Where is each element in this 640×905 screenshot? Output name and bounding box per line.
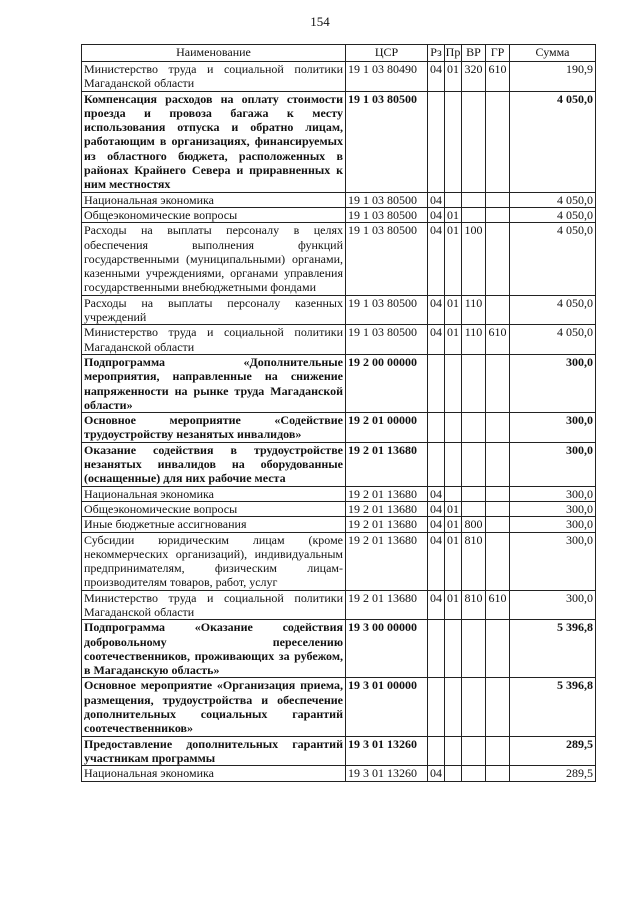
cell-name: Основное мероприятие «Содействие трудоустройству незанятых инвалидов» [82, 413, 346, 443]
table-row [82, 678, 596, 736]
header-name: Наименование [82, 45, 346, 62]
cell-gr [486, 207, 510, 222]
cell-sum: 300,0 [510, 517, 596, 532]
cell-vr [462, 486, 486, 501]
cell-sum: 190,9 [510, 62, 596, 92]
cell-gr [486, 766, 510, 781]
cell-rz [428, 413, 445, 443]
cell-csr: 19 1 03 80500 [346, 207, 428, 222]
cell-pr [445, 354, 462, 412]
cell-pr: 01 [445, 501, 462, 516]
cell-vr [462, 442, 486, 486]
table-body [82, 62, 596, 782]
cell-gr: 610 [486, 590, 510, 620]
cell-rz [428, 354, 445, 412]
cell-sum: 300,0 [510, 354, 596, 412]
cell-vr [462, 766, 486, 781]
cell-rz: 04 [428, 766, 445, 781]
cell-name: Основное мероприятие «Организация приема, размещения, трудоустройства и обеспечение дополнительных социальных гарантий соотечественников» [82, 678, 346, 736]
cell-pr: 01 [445, 62, 462, 92]
cell-sum: 289,5 [510, 736, 596, 766]
cell-vr [462, 620, 486, 678]
cell-vr [462, 192, 486, 207]
cell-rz: 04 [428, 223, 445, 295]
cell-gr [486, 517, 510, 532]
header-sum: Сумма [510, 45, 596, 62]
cell-name: Субсидии юридическим лицам (кроме некоммерческих организаций), индивидуальным предпринимателям, физическим лицам-производителям товаров, работ, услуг [82, 532, 346, 590]
table-row [82, 91, 596, 192]
cell-vr [462, 354, 486, 412]
cell-gr [486, 354, 510, 412]
cell-gr [486, 532, 510, 590]
cell-rz: 04 [428, 501, 445, 516]
cell-sum: 300,0 [510, 532, 596, 590]
cell-rz: 04 [428, 62, 445, 92]
cell-name: Компенсация расходов на оплату стоимости проезда и провоза багажа к месту использования отпуска и обратно лицам, работающим в организациях, финансируемых из областного бюджета, расположенных в районах Крайнего Севера и приравненных к ним местностях [82, 91, 346, 192]
cell-sum: 300,0 [510, 590, 596, 620]
cell-rz [428, 442, 445, 486]
cell-sum: 4 050,0 [510, 192, 596, 207]
cell-vr: 110 [462, 325, 486, 355]
cell-pr [445, 486, 462, 501]
cell-pr [445, 766, 462, 781]
table-row [82, 325, 596, 355]
cell-csr: 19 2 01 13680 [346, 442, 428, 486]
cell-name: Национальная экономика [82, 766, 346, 781]
cell-pr [445, 442, 462, 486]
cell-rz: 04 [428, 295, 445, 325]
table-row [82, 620, 596, 678]
table-row [82, 192, 596, 207]
header-pr: Пр [445, 45, 462, 62]
table-row [82, 62, 596, 92]
cell-pr [445, 91, 462, 192]
cell-sum: 4 050,0 [510, 91, 596, 192]
cell-pr: 01 [445, 223, 462, 295]
cell-name: Министерство труда и социальной политики Магаданской области [82, 590, 346, 620]
cell-csr: 19 2 01 13680 [346, 532, 428, 590]
cell-name: Общеэкономические вопросы [82, 207, 346, 222]
cell-rz [428, 620, 445, 678]
table-row [82, 590, 596, 620]
cell-gr [486, 223, 510, 295]
cell-csr: 19 2 01 00000 [346, 413, 428, 443]
cell-csr: 19 1 03 80500 [346, 325, 428, 355]
cell-rz: 04 [428, 207, 445, 222]
table-row [82, 413, 596, 443]
cell-csr: 19 2 01 13680 [346, 517, 428, 532]
header-gr: ГР [486, 45, 510, 62]
cell-sum: 300,0 [510, 442, 596, 486]
cell-gr: 610 [486, 325, 510, 355]
cell-gr [486, 501, 510, 516]
cell-gr: 610 [486, 62, 510, 92]
cell-rz [428, 678, 445, 736]
cell-vr [462, 736, 486, 766]
cell-csr: 19 2 00 00000 [346, 354, 428, 412]
cell-gr [486, 413, 510, 443]
cell-csr: 19 3 01 00000 [346, 678, 428, 736]
table-row [82, 532, 596, 590]
cell-rz [428, 736, 445, 766]
cell-name: Подпрограмма «Дополнительные мероприятия, направленные на снижение напряженности на рынке труда Магаданской области» [82, 354, 346, 412]
cell-csr: 19 1 03 80490 [346, 62, 428, 92]
cell-vr: 100 [462, 223, 486, 295]
cell-csr: 19 1 03 80500 [346, 295, 428, 325]
cell-csr: 19 2 01 13680 [346, 486, 428, 501]
cell-csr: 19 3 01 13260 [346, 736, 428, 766]
table-row [82, 517, 596, 532]
cell-sum: 300,0 [510, 501, 596, 516]
cell-vr [462, 91, 486, 192]
cell-vr: 800 [462, 517, 486, 532]
cell-csr: 19 1 03 80500 [346, 223, 428, 295]
cell-pr: 01 [445, 207, 462, 222]
cell-sum: 4 050,0 [510, 325, 596, 355]
cell-rz: 04 [428, 325, 445, 355]
table-row [82, 354, 596, 412]
table-row [82, 501, 596, 516]
table-row [82, 736, 596, 766]
cell-name: Национальная экономика [82, 192, 346, 207]
table-row [82, 486, 596, 501]
cell-csr: 19 3 01 13260 [346, 766, 428, 781]
cell-rz [428, 91, 445, 192]
cell-name: Расходы на выплаты персоналу казенных учреждений [82, 295, 346, 325]
cell-rz: 04 [428, 192, 445, 207]
cell-vr: 110 [462, 295, 486, 325]
header-csr: ЦСР [346, 45, 428, 62]
cell-sum: 4 050,0 [510, 207, 596, 222]
table-header-row [82, 45, 596, 62]
cell-name: Расходы на выплаты персоналу в целях обеспечения выполнения функций государственными (муниципальными) органами, казенными учреждениями, органами управления государственными внебюджетными фондами [82, 223, 346, 295]
cell-sum: 300,0 [510, 486, 596, 501]
cell-vr [462, 501, 486, 516]
cell-sum: 289,5 [510, 766, 596, 781]
cell-rz: 04 [428, 517, 445, 532]
cell-sum: 4 050,0 [510, 295, 596, 325]
header-rz: Рз [428, 45, 445, 62]
cell-pr: 01 [445, 325, 462, 355]
cell-name: Иные бюджетные ассигнования [82, 517, 346, 532]
cell-sum: 5 396,8 [510, 678, 596, 736]
table-row [82, 442, 596, 486]
cell-gr [486, 91, 510, 192]
cell-rz: 04 [428, 590, 445, 620]
table-row [82, 295, 596, 325]
table-row [82, 223, 596, 295]
cell-sum: 5 396,8 [510, 620, 596, 678]
cell-gr [486, 620, 510, 678]
table-row [82, 207, 596, 222]
cell-rz: 04 [428, 486, 445, 501]
cell-gr [486, 736, 510, 766]
cell-gr [486, 192, 510, 207]
cell-pr: 01 [445, 517, 462, 532]
cell-csr: 19 1 03 80500 [346, 192, 428, 207]
cell-pr: 01 [445, 532, 462, 590]
budget-table [81, 44, 596, 782]
cell-pr [445, 736, 462, 766]
cell-gr [486, 486, 510, 501]
cell-vr [462, 207, 486, 222]
cell-name: Предоставление дополнительных гарантий участникам программы [82, 736, 346, 766]
cell-sum: 4 050,0 [510, 223, 596, 295]
cell-csr: 19 2 01 13680 [346, 590, 428, 620]
header-vr: ВР [462, 45, 486, 62]
cell-gr [486, 295, 510, 325]
cell-csr: 19 2 01 13680 [346, 501, 428, 516]
cell-rz: 04 [428, 532, 445, 590]
cell-name: Министерство труда и социальной политики Магаданской области [82, 325, 346, 355]
cell-pr: 01 [445, 590, 462, 620]
cell-name: Общеэкономические вопросы [82, 501, 346, 516]
table-row [82, 766, 596, 781]
cell-vr [462, 413, 486, 443]
cell-sum: 300,0 [510, 413, 596, 443]
cell-pr: 01 [445, 295, 462, 325]
cell-csr: 19 3 00 00000 [346, 620, 428, 678]
cell-pr [445, 678, 462, 736]
cell-name: Оказание содействия в трудоустройстве незанятых инвалидов на оборудованные (оснащенные) для них рабочие места [82, 442, 346, 486]
cell-vr: 810 [462, 590, 486, 620]
cell-name: Министерство труда и социальной политики Магаданской области [82, 62, 346, 92]
cell-name: Подпрограмма «Оказание содействия добровольному переселению соотечественников, проживающих за рубежом, в Магаданскую область» [82, 620, 346, 678]
cell-name: Национальная экономика [82, 486, 346, 501]
cell-pr [445, 192, 462, 207]
cell-gr [486, 678, 510, 736]
cell-csr: 19 1 03 80500 [346, 91, 428, 192]
page-number: 154 [310, 14, 330, 29]
cell-gr [486, 442, 510, 486]
cell-pr [445, 620, 462, 678]
cell-pr [445, 413, 462, 443]
cell-vr: 320 [462, 62, 486, 92]
cell-vr [462, 678, 486, 736]
cell-vr: 810 [462, 532, 486, 590]
